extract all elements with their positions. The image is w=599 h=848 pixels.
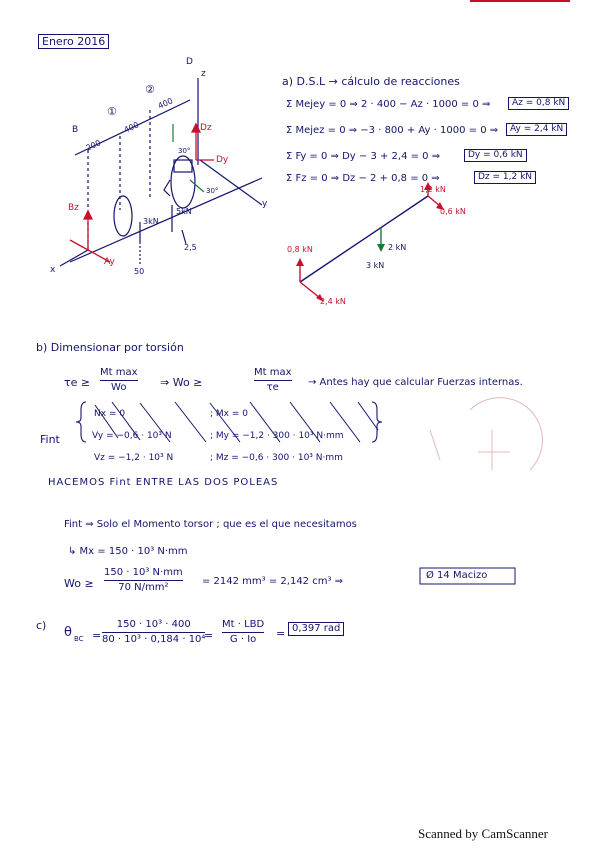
tau-den: Wo xyxy=(111,382,127,393)
wo-lhs: ⇒ Wo ≥ xyxy=(160,376,203,389)
wo-den: τe xyxy=(266,382,279,393)
fbd-left-z-head xyxy=(296,258,304,266)
part-b-label: b) Dimensionar por torsión xyxy=(36,341,184,354)
eq1-result: Az = 0,8 kN xyxy=(508,97,569,110)
x-axis-line xyxy=(60,250,88,266)
label-axis-z: z xyxy=(201,69,206,79)
theta-den: 80 · 10³ · 0,184 · 10⁴ xyxy=(102,634,206,645)
fint-mx: ; Mx = 0 xyxy=(210,409,248,419)
fbd-label-mid-z: 2 kN xyxy=(388,243,407,252)
theta-fraction xyxy=(102,620,205,645)
wo2-fraction xyxy=(104,568,183,593)
wo2-equality: = 2142 mm³ = 2,142 cm³ ⇒ xyxy=(202,576,344,587)
label-Bz: Bz xyxy=(68,203,79,213)
eq4-result: Dz = 1,2 kN xyxy=(474,171,536,184)
fint-label: Fint xyxy=(40,433,60,446)
part-a-label: a) D.S.L → cálculo de reacciones xyxy=(282,75,460,88)
scanner-watermark: Scanned by CamScanner xyxy=(418,826,548,841)
label-3kN: 3kN xyxy=(143,217,159,226)
label-B: B xyxy=(72,125,79,135)
fint-brace xyxy=(76,402,86,442)
theta-den-2: G · Io xyxy=(229,634,257,645)
theta-symbol: θ xyxy=(64,625,72,640)
force-2-5-line xyxy=(182,230,186,244)
fbd-label-left-y: 2,4 kN xyxy=(320,297,346,306)
wo2-den: 70 N/mm² xyxy=(118,582,169,593)
label-angle-30b: 30° xyxy=(206,187,219,195)
eq2-result: Ay = 2,4 kN xyxy=(506,123,567,136)
eq1: Σ Mejey = 0 ⇒ 2 · 400 − Az · 1000 = 0 ⇒ xyxy=(286,99,491,110)
tau-fraction xyxy=(100,368,138,393)
theta-num-2: Mt · LBD xyxy=(222,620,264,633)
theta-num: 150 · 10³ · 400 xyxy=(102,620,205,633)
label-dim-400a: 400 xyxy=(122,120,141,135)
green-y-arrow xyxy=(190,180,204,192)
eq2: Σ Mejez = 0 ⇒ −3 · 800 + Ay · 1000 = 0 ⇒ xyxy=(286,125,499,136)
pulley-2 xyxy=(171,156,195,208)
label-D: D xyxy=(186,57,193,67)
reaction-dz-head xyxy=(192,124,200,132)
internal-forces-note: → Antes hay que calcular Fuerzas internas. xyxy=(308,377,523,388)
tau-lhs: τe ≥ xyxy=(64,376,91,389)
fbd-label-left-z: 0,8 kN xyxy=(287,245,313,254)
fint-caps-line: HACEMOS Fint ENTRE LAS DOS POLEAS xyxy=(48,477,279,488)
fbd-label-top-y: 0,6 kN xyxy=(440,207,466,216)
shaft-axis xyxy=(70,178,262,262)
eq3: Σ Fy = 0 ⇒ Dy − 3 + 2,4 = 0 ⇒ xyxy=(286,151,441,162)
label-dim-200: 200 xyxy=(84,138,103,153)
eq4: Σ Fz = 0 ⇒ Dz − 2 + 0,8 = 0 ⇒ xyxy=(286,173,440,184)
wo2-num: 150 · 10³ N·mm xyxy=(104,568,183,581)
fbd-mid-z-head xyxy=(377,244,385,252)
label-axis-y: y xyxy=(262,199,268,209)
theta-subscript: BC xyxy=(74,635,84,643)
wo2-result: Ø 14 Macizo xyxy=(426,570,488,581)
wo-num: Mt max xyxy=(254,368,292,381)
fint-mz: ; Mz = −0,6 · 300 · 10³ N·mm xyxy=(210,453,343,463)
fint-brace-right xyxy=(372,402,382,442)
eq3-result: Dy = 0,6 kN xyxy=(464,149,527,162)
fbd-label-top-z: 1,2 kN xyxy=(420,185,446,194)
tau-num: Mt max xyxy=(100,368,138,381)
bearing-d xyxy=(174,160,192,172)
label-axis-x: x xyxy=(50,265,56,275)
label-Dy: Dy xyxy=(216,155,229,165)
fbd-shaft xyxy=(300,196,428,282)
label-dim-400b: 400 xyxy=(156,96,175,111)
label-By: Ay xyxy=(104,257,115,267)
fint-my: ; My = −1,2 · 300 · 10³ N·mm xyxy=(210,431,344,441)
fint-vz: Vz = −1,2 · 10³ N xyxy=(94,453,174,463)
label-Dz: Dz xyxy=(200,123,212,133)
fbd-top-y xyxy=(428,196,440,206)
page-title: Enero 2016 xyxy=(38,34,109,49)
belt-detail xyxy=(164,180,170,196)
theta-equals: = xyxy=(92,629,102,642)
wo2-lhs: Wo ≥ xyxy=(64,577,94,590)
theta-equals-3: = xyxy=(276,627,286,640)
label-50: 50 xyxy=(134,267,145,276)
label-2-5: 2,5 xyxy=(184,243,197,252)
free-body-diagram xyxy=(296,182,444,302)
fint-nx: Nx = 0 xyxy=(94,409,126,419)
label-pulley-2: ② xyxy=(145,83,155,96)
fint-vy: Vy = −0,6 · 10³ N xyxy=(92,431,172,441)
reaction-extra xyxy=(70,240,88,250)
part-c-label: c) xyxy=(36,619,47,632)
reaction-bz-head xyxy=(84,211,92,219)
theta-equals-2: = xyxy=(204,629,214,642)
pulley-1 xyxy=(114,196,132,236)
fbd-label-mid-y: 3 kN xyxy=(366,261,385,270)
label-5kN: 5kN xyxy=(176,207,192,216)
label-pulley-1: ① xyxy=(107,105,117,118)
mx-line: ↳ Mx = 150 · 10³ N·mm xyxy=(68,546,188,557)
theta-result: 0,397 rad xyxy=(288,622,344,636)
label-angle-30: 30° xyxy=(178,147,191,155)
torsor-line: Fint ⇒ Solo el Momento torsor ; que es el que necesitamos xyxy=(64,519,357,530)
theta-fraction-2 xyxy=(222,620,264,645)
wo-fraction xyxy=(254,368,292,393)
fbd-left-y xyxy=(300,282,320,298)
bleed-through-marks xyxy=(430,398,542,470)
